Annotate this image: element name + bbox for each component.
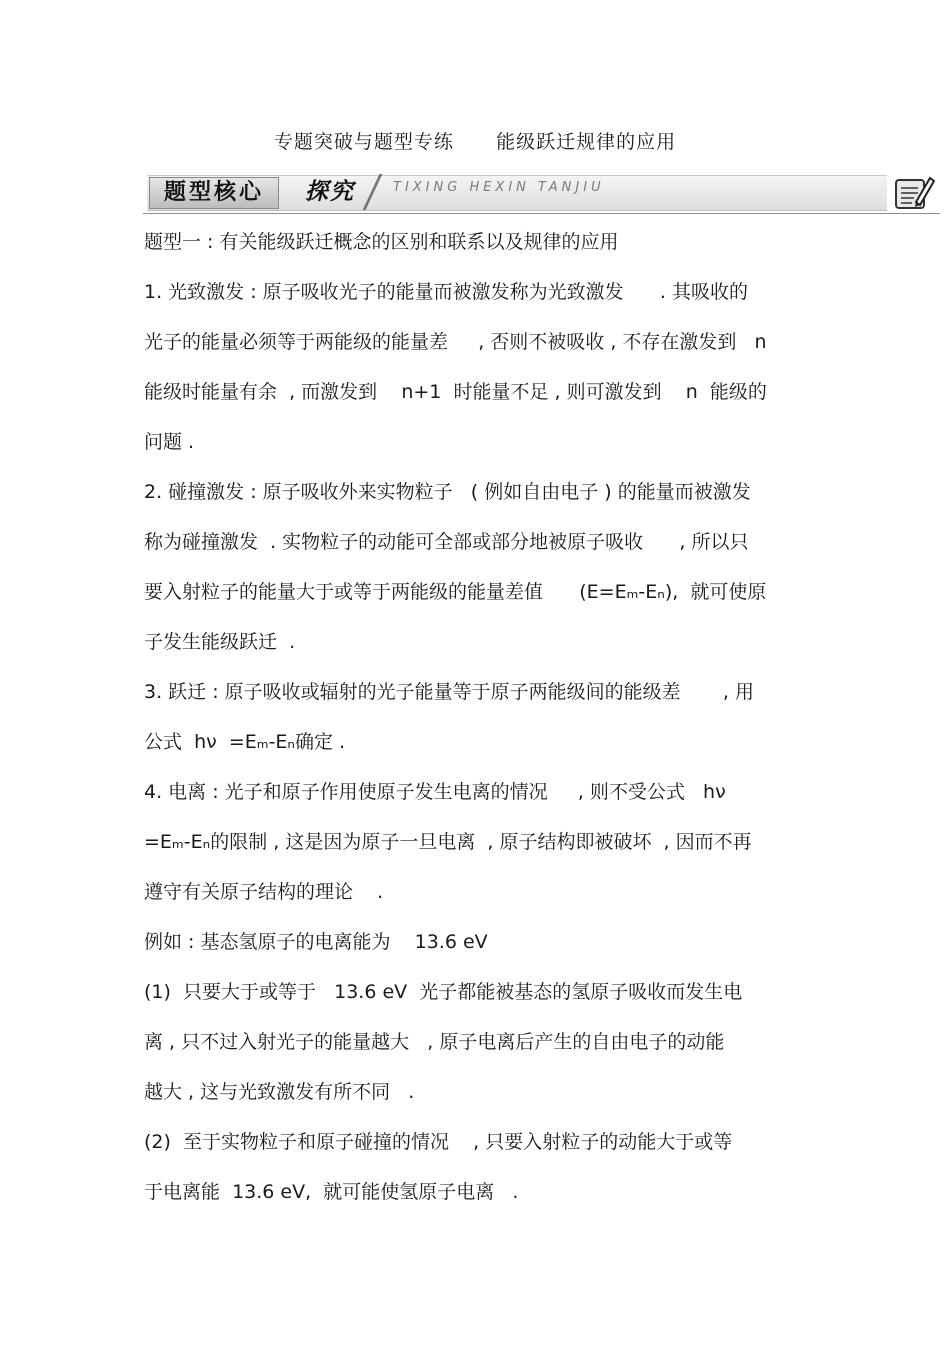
line-11: 公式 hν =Eₘ-Eₙ确定 . [144, 731, 346, 753]
banner-label-2: 探究 [305, 179, 355, 205]
line-15: 例如 : 基态氢原子的电离能为 13.6 eV [144, 931, 488, 953]
banner-rule [143, 213, 940, 214]
banner-label: 题型核心 [149, 177, 279, 209]
line-7: 称为碰撞激发 . 实物粒子的动能可全部或部分地被原子吸收 , 所以只 [144, 531, 749, 553]
line-8: 要入射粒子的能量大于或等于两能级的能量差值 (E=Eₘ-Eₙ), 就可使原 [144, 581, 767, 603]
notepad-pencil-icon [892, 172, 936, 212]
line-19: (2) 至于实物粒子和原子碰撞的情况 , 只要入射粒子的动能大于或等 [144, 1131, 733, 1153]
section-banner [143, 172, 940, 214]
line-18: 越大 , 这与光致激发有所不同 . [144, 1081, 415, 1103]
line-16: (1) 只要大于或等于 13.6 eV 光子都能被基态的氢原子吸收而发生电 [144, 981, 743, 1003]
page-title: 专题突破与题型专练 能级跃迁规律的应用 [273, 131, 677, 153]
line-1: 题型一 : 有关能级跃迁概念的区别和联系以及规律的应用 [144, 231, 619, 253]
banner-pinyin: TIXING HEXIN TANJIU [393, 180, 605, 195]
line-5: 问题 . [144, 431, 195, 453]
line-9: 子发生能级跃迁 . [144, 631, 296, 653]
line-3: 光子的能量必须等于两能级的能量差 , 否则不被吸收 , 不存在激发到 n [144, 331, 767, 353]
line-6: 2. 碰撞激发 : 原子吸收外来实物粒子 ( 例如自由电子 ) 的能量而被激发 [144, 481, 751, 503]
line-2: 1. 光致激发 : 原子吸收光子的能量而被激发称为光致激发 . 其吸收的 [144, 281, 748, 303]
line-10: 3. 跃迁 : 原子吸收或辐射的光子能量等于原子两能级间的能级差 , 用 [144, 681, 755, 703]
line-14: 遵守有关原子结构的理论 . [144, 881, 384, 903]
line-20: 于电离能 13.6 eV, 就可能使氢原子电离 . [144, 1181, 519, 1203]
line-17: 离 , 只不过入射光子的能量越大 , 原子电离后产生的自由电子的动能 [144, 1031, 725, 1053]
line-4: 能级时能量有余 , 而激发到 n+1 时能量不足 , 则可激发到 n 能级的 [144, 381, 767, 403]
line-13: =Eₘ-Eₙ的限制 , 这是因为原子一旦电离 , 原子结构即被破坏 , 因而不再 [144, 831, 752, 853]
line-12: 4. 电离 : 光子和原子作用使原子发生电离的情况 , 则不受公式 hν [144, 781, 726, 803]
